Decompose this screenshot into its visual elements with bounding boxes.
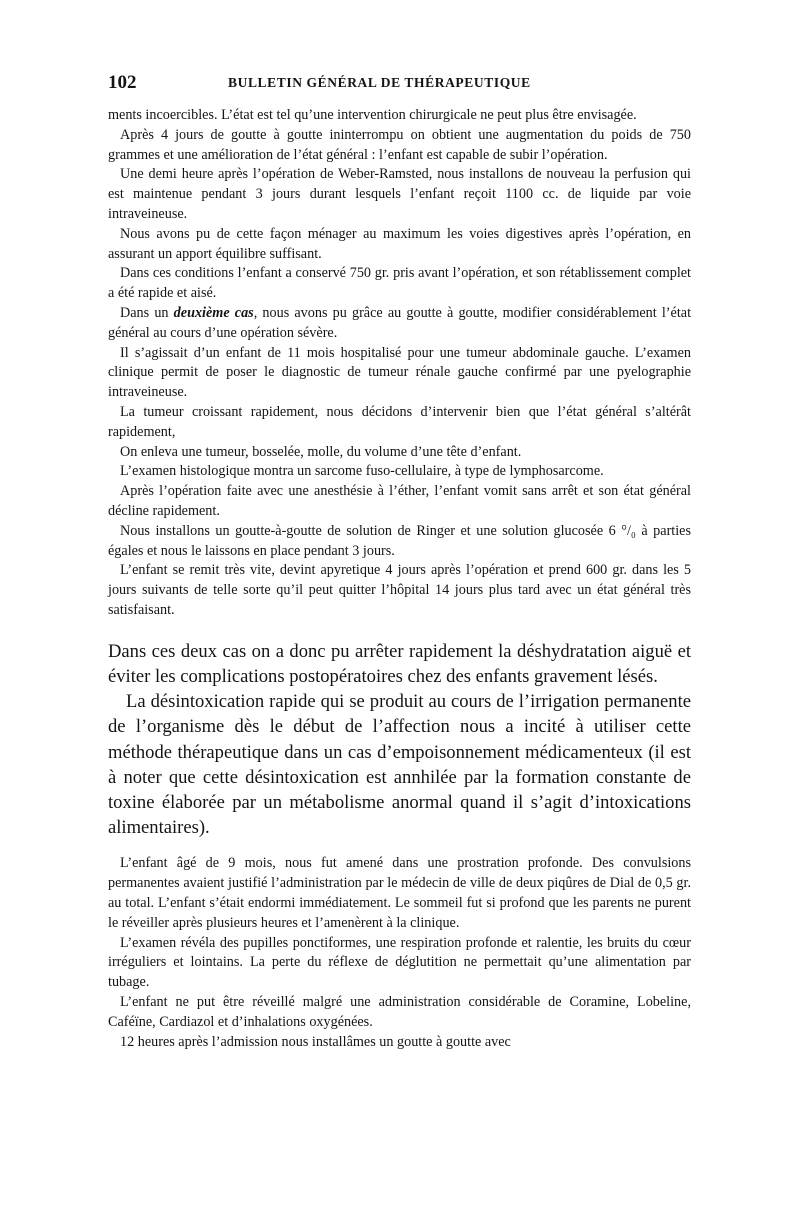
paragraph: La tumeur croissant rapidement, nous décidons d’intervenir bien que l’état général s’altérât rapidement, (108, 403, 691, 440)
paragraph: La désintoxication rapide qui se produit au cours de l’irrigation permanente de l’organisme dès le début de l’affection nous a incité à utiliser cette méthode thérapeutique dans un cas d’empoisonnement médicamenteux (il est à noter que cette désintoxication est annhilée par la formation constante de toxine élaborée par un métabolisme anormal quand il s’agit d’intoxications alimentaires). (108, 691, 691, 839)
text-run: Dans un (120, 304, 174, 321)
running-head (108, 70, 691, 98)
text-run: , nous avons pu grâce au goutte à goutte, modifier considérablement l’état général au cours d’une opération sévère. (108, 304, 692, 341)
journal-title: BULLETIN GÉNÉRAL DE THÉRAPEUTIQUE (228, 75, 531, 90)
paragraph: Nous avons pu de cette façon ménager au maximum les voies digestives après l’opération, en assurant un apport équilibre suffisant. (108, 225, 691, 262)
paragraph: L’examen révéla des pupilles ponctiformes, une respiration profonde et ralentie, les bruits du cœur irréguliers et lointains. La perte du réflexe de déglutition ne permettait qu’une alimentation par tubage. (108, 934, 691, 991)
paragraph: ments incoercibles. L’état est tel qu’une intervention chirurgicale ne peut plus être envisagée. (108, 107, 637, 123)
paragraph: L’enfant ne put être réveillé malgré une administration considérable de Coramine, Lobeline, Caféïne, Cardiazol et d’inhalations oxygénées. (108, 993, 691, 1030)
poisoning-case-section (108, 854, 691, 1052)
emphasis-text: deuxième cas (173, 304, 254, 321)
paragraph: L’enfant âgé de 9 mois, nous fut amené dans une prostration profonde. Des convulsions permanentes avaient justifié l’administration par le médecin de ville de deux piqûres de Dial de 0,5 gr. au total. L’enfant s’était endormi immédiatement. Le sommeil fut si profond que les parents ne purent le réveiller après plusieurs heures et l’amenèrent à la clinique. (108, 855, 691, 931)
case-reports-section (108, 106, 691, 621)
paragraph: Une demi heure après l’opération de Weber-Ramsted, nous installons de nouveau la perfusion qui est maintenue pendant 3 jours durant lesquels l’enfant reçoit 1100 cc. de liquide par voie intraveineuse. (108, 166, 691, 222)
page (108, 70, 691, 1052)
discussion-section (108, 639, 691, 841)
paragraph: L’enfant se remit très vite, devint apyretique 4 jours après l’opération et prend 600 gr. dans les 5 jours suivants de telle sorte qu’il peut quitter l’hôpital 14 jours plus tard avec un état général très satisfaisant. (108, 562, 691, 618)
paragraph: Après 4 jours de goutte à goutte ininterrompu on obtient une augmentation du poids de 750 grammes et une amélioration de l’état général : l’enfant est capable de subir l’opération. (108, 126, 691, 163)
page-number: 102 (108, 72, 137, 93)
paragraph: Dans ces conditions l’enfant a conservé 750 gr. pris avant l’opération, et son rétablissement complet a été rapide et aisé. (108, 265, 691, 302)
paragraph (108, 304, 691, 344)
paragraph: Nous installons un goutte-à-goutte de solution de Ringer et une solution glucosée 6 °/₀ à parties égales et nous le laissons en place pendant 3 jours. (108, 522, 691, 559)
paragraph: Après l’opération faite avec une anesthésie à l’éther, l’enfant vomit sans arrêt et son état général décline rapidement. (108, 483, 691, 519)
paragraph: On enleva une tumeur, bosselée, molle, du volume d’une tête d’enfant. (120, 443, 522, 460)
paragraph: L’examen histologique montra un sarcome fuso-cellulaire, à type de lymphosarcome. (120, 463, 604, 480)
paragraph: Il s’agissait d’un enfant de 11 mois hospitalisé pour une tumeur abdominale gauche. L’examen clinique permit de poser le diagnostic de tumeur rénale gauche confirmé par une pyelographie intraveineuse. (108, 344, 691, 401)
paragraph: Dans ces deux cas on a donc pu arrêter rapidement la déshydratation aiguë et éviter les complications postopératoires chez des enfants gravement lésés. (108, 640, 691, 687)
paragraph: 12 heures après l’admission nous installâmes un goutte à goutte avec (120, 1033, 511, 1050)
